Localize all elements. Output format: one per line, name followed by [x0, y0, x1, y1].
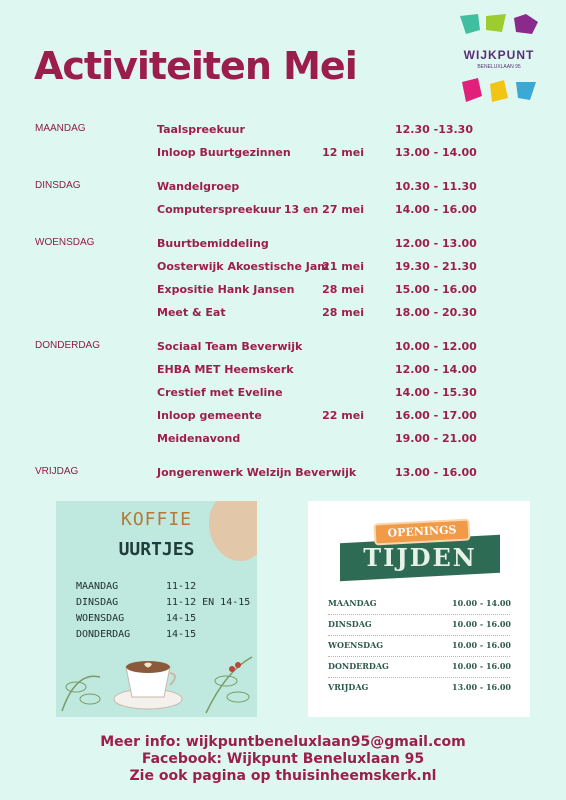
koffie-uurtjes-panel [56, 501, 257, 717]
schedule-activity: EHBA MET Heemskerk [157, 363, 294, 376]
footer-website: Zie ook pagina op thuisinheemskerk.nl [129, 768, 437, 784]
schedule-time: 19.30 - 21.30 [395, 260, 477, 273]
schedule-date: 12 mei [322, 146, 364, 159]
koffie-title: KOFFIE [120, 509, 193, 530]
opening-day: WOENSDAG [328, 640, 384, 650]
schedule-day: WOENSDAG [35, 237, 95, 248]
openingstijden-panel [308, 501, 530, 717]
koffie-hours: 11-12 [166, 581, 197, 592]
schedule-activity: Crestief met Eveline [157, 386, 283, 399]
schedule-time: 18.00 - 20.30 [395, 306, 477, 319]
schedule-row [0, 237, 566, 253]
schedule-time: 14.00 - 16.00 [395, 203, 477, 216]
schedule-time: 14.00 - 15.30 [395, 386, 477, 399]
schedule-date: 13 en 27 mei [283, 203, 364, 216]
schedule-time: 12.30 -13.30 [395, 123, 473, 136]
schedule-activity: Meet & Eat [157, 306, 226, 319]
koffie-hours: 14-15 [166, 629, 197, 640]
schedule-time: 10.30 - 11.30 [395, 180, 477, 193]
schedule-row [0, 340, 566, 356]
schedule-activity: Oosterwijk Akoestische Jam [157, 260, 329, 273]
schedule-time: 12.00 - 13.00 [395, 237, 477, 250]
schedule-row [0, 123, 566, 139]
schedule-row [0, 386, 566, 402]
schedule-activity: Inloop Buurtgezinnen [157, 146, 291, 159]
schedule-row [0, 466, 566, 482]
opening-hours: 10.00 - 16.00 [452, 619, 511, 629]
koffie-day: DINSDAG [76, 597, 119, 608]
schedule-time: 13.00 - 16.00 [395, 466, 477, 479]
schedule-activity: Inloop gemeente [157, 409, 262, 422]
opening-hours: 10.00 - 16.00 [452, 640, 511, 650]
wijkpunt-logo [456, 12, 542, 108]
openings-title: OPENINGS [373, 519, 470, 546]
koffie-hours: 14-15 [166, 613, 197, 624]
schedule-time: 16.00 - 17.00 [395, 409, 477, 422]
opening-day: DINSDAG [328, 619, 372, 629]
schedule-activity: Meidenavond [157, 432, 241, 445]
schedule-time: 13.00 - 14.00 [395, 146, 477, 159]
schedule-row [0, 283, 566, 299]
opening-row [328, 615, 510, 636]
schedule-row [0, 203, 566, 219]
logo-address: BENELUXLAAN 95 [477, 64, 521, 70]
opening-row [328, 594, 510, 615]
opening-row [328, 678, 510, 698]
schedule-activity: Computerspreekuur [157, 203, 282, 216]
schedule-activity: Jongerenwerk Welzijn Beverwijk [157, 466, 357, 479]
schedule-row [0, 432, 566, 448]
schedule-row [0, 306, 566, 322]
schedule-activity: Taalspreekuur [157, 123, 245, 136]
schedule-day: VRIJDAG [35, 466, 79, 477]
footer-email: Meer info: wijkpuntbeneluxlaan95@gmail.com [100, 734, 466, 750]
schedule-day: MAANDAG [35, 123, 86, 134]
schedule-day: DINSDAG [35, 180, 81, 191]
schedule-day: DONDERDAG [35, 340, 101, 351]
opening-hours: 10.00 - 14.00 [452, 598, 511, 608]
opening-day: DONDERDAG [328, 661, 389, 671]
schedule-row [0, 146, 566, 162]
schedule-activity: Wandelgroep [157, 180, 240, 193]
schedule-time: 19.00 - 21.00 [395, 432, 477, 445]
opening-row [328, 636, 510, 657]
schedule-date: 22 mei [322, 409, 364, 422]
schedule-date: 21 mei [322, 260, 364, 273]
koffie-hours: 11-12 EN 14-15 [166, 597, 251, 608]
footer-facebook: Facebook: Wijkpunt Beneluxlaan 95 [141, 751, 425, 767]
schedule-activity: Expositie Hank Jansen [157, 283, 295, 296]
schedule-row [0, 363, 566, 379]
uurtjes-title: UURTJES [118, 539, 195, 560]
schedule-row [0, 180, 566, 196]
page-title: Activiteiten Mei [34, 44, 357, 88]
coffee-cup-icon [56, 641, 257, 717]
schedule-row [0, 409, 566, 425]
koffie-day: DONDERDAG [76, 629, 131, 640]
schedule-time: 10.00 - 12.00 [395, 340, 477, 353]
koffie-day: MAANDAG [76, 581, 119, 592]
opening-hours: 13.00 - 16.00 [452, 682, 511, 692]
schedule-date: 28 mei [322, 306, 364, 319]
opening-hours: 10.00 - 16.00 [452, 661, 511, 671]
schedule-time: 15.00 - 16.00 [395, 283, 477, 296]
schedule-activity: Sociaal Team Beverwijk [157, 340, 303, 353]
schedule-time: 12.00 - 14.00 [395, 363, 477, 376]
tijden-title: TIJDEN [363, 543, 477, 572]
opening-day: VRIJDAG [328, 682, 369, 692]
schedule-date: 28 mei [322, 283, 364, 296]
opening-row [328, 657, 510, 678]
schedule-row [0, 260, 566, 276]
opening-day: MAANDAG [328, 598, 377, 608]
koffie-day: WOENSDAG [76, 613, 125, 624]
schedule-activity: Buurtbemiddeling [157, 237, 269, 250]
logo-name: WIJKPUNT [463, 48, 535, 62]
